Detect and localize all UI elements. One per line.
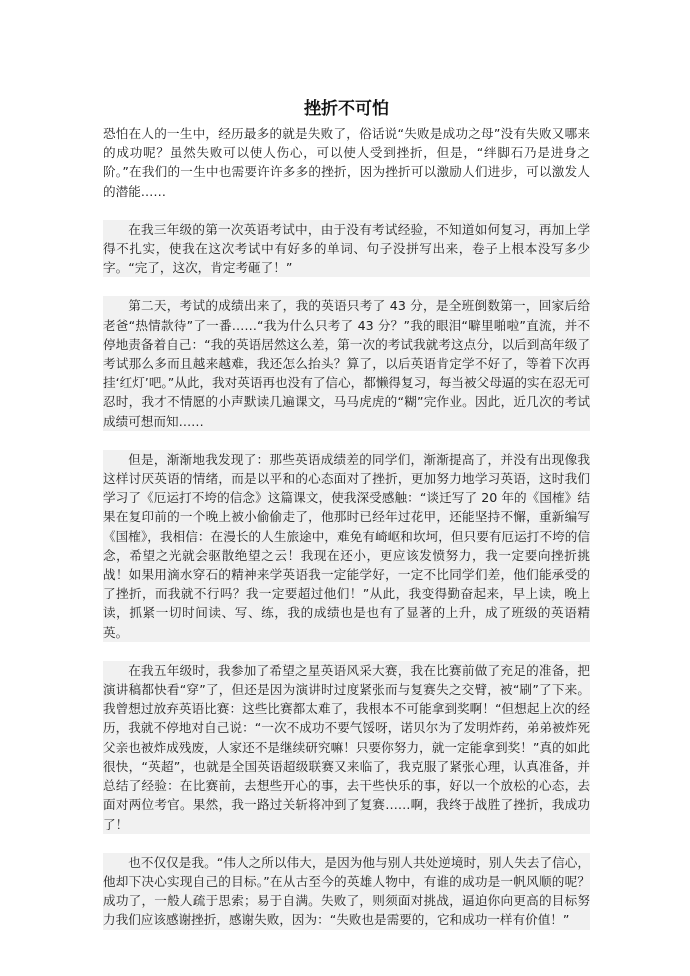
paragraph-gap bbox=[103, 834, 590, 853]
paragraph-contest: 在我五年级时，我参加了希望之星英语风采大赛，我在比赛前做了充足的准备，把演讲稿都快看“穿”了，但还是因为演讲时过度紧张而与复赛失之交臂，被“刷”了下来。我曾想过放弃英语比赛：这些比赛都太难了，我根本不可能拿到奖啊！“但想起上次的经历，我就不停地对自己说：“一次不成功不要气馁呀，诺贝尔为了发明炸药，弟弟被炸死父亲也被炸成残废，人家还不是继续研究嘛！只要你努力，就一定能拿到奖！”真的如此很快，“英超”，也就是全国英语超级联赛又来临了，我克服了紧张心理，认真准备，并总结了经验：在比赛前，去想些开心的事，去干些快乐的事，好以一个放松的心态，去面对两位考官。果然，我一路过关斩将冲到了复赛……啊，我终于战胜了挫折，我成功了！ bbox=[103, 661, 590, 834]
paragraph-discovery: 但是，渐渐地我发现了：那些英语成绩差的同学们，渐渐提高了，并没有出现像我这样讨厌英语的情绪，而是以平和的心态面对了挫折，更加努力地学习英语，这时我们学习了《厄运打不垮的信念》这篇课文，使我深受感触：“谈迁写了 20 年的《国榷》结果在复印前的一个晚上被小偷偷走了，他那时已经年过花甲，还能坚持不懈，重新编写《国榷》，我相信：在漫长的人生旅途中，难免有崎岖和坎坷，但只要有厄运打不垮的信念，希望之光就会驱散绝望之云！我现在还小，更应该发愤努力，我一定要向挫折挑战！如果用滴水穿石的精神来学英语我一定能学好，一定不比同学们差，他们能承受的了挫折，而我就不行吗？我一定要超过他们！”从此，我变得勤奋起来，早上读，晚上读，抓紧一切时间读、写、练，我的成绩也是也有了显著的上升，成了班级的英语精英。 bbox=[103, 450, 590, 642]
document-page bbox=[103, 96, 590, 930]
paragraph-gap bbox=[103, 642, 590, 661]
document-title: 挫折不可怕 bbox=[304, 99, 389, 119]
paragraph-gap bbox=[103, 201, 590, 220]
paragraph-gap bbox=[103, 431, 590, 450]
paragraph-conclusion: 也不仅仅是我。“伟人之所以伟大，是因为他与别人共处逆境时，别人失去了信心，他却下决心实现自己的目标。”在从古至今的英雄人物中，有谁的成功是一帆风顺的呢？成功了，一般人疏于思索；易于自满。失败了，则须面对挑战，逼迫你向更高的目标努力我们应该感谢挫折，感谢失败，因为：“失败也是需要的，它和成功一样有价值！” bbox=[103, 853, 590, 930]
paragraph-result: 第二天，考试的成绩出来了，我的英语只考了 43 分，是全班倒数第一，回家后给老爸“热情款待”了一番……“我为什么只考了 43 分？”我的眼泪“噼里啪啦”直流，并不停地责备着自己：“我的英语居然这么差，第一次的考试我就考这点分，以后到高年级了考试那么多而且越来越难，我还怎么抬头？算了，以后英语肯定学不好了，等着下次再挂‘红灯’吧。”从此，我对英语再也没有了信心，都懒得复习，每当被父母逼的实在忍无可忍时，我才不情愿的小声默读几遍课文，马马虎虎的“糊”完作业。因此，近几次的考试成绩可想而知…… bbox=[103, 296, 590, 430]
paragraph-gap bbox=[103, 277, 590, 296]
paragraph-intro: 恐怕在人的一生中，经历最多的就是失败了，俗话说“失败是成功之母”没有失败又哪来的成功呢？虽然失败可以使人伤心，可以使人受到挫折，但是，“绊脚石乃是进身之阶。”在我们的一生中也需要许许多多的挫折，因为挫折可以激励人们进步，可以激发人的潜能…… bbox=[103, 126, 590, 199]
paragraph-exam: 在我三年级的第一次英语考试中，由于没有考试经验，不知道如何复习，再加上学得不扎实，使我在这次考试中有好多的单词、句子没拼写出来，卷子上根本没写多少字。“完了，这次，肯定考砸了！” bbox=[103, 220, 590, 278]
